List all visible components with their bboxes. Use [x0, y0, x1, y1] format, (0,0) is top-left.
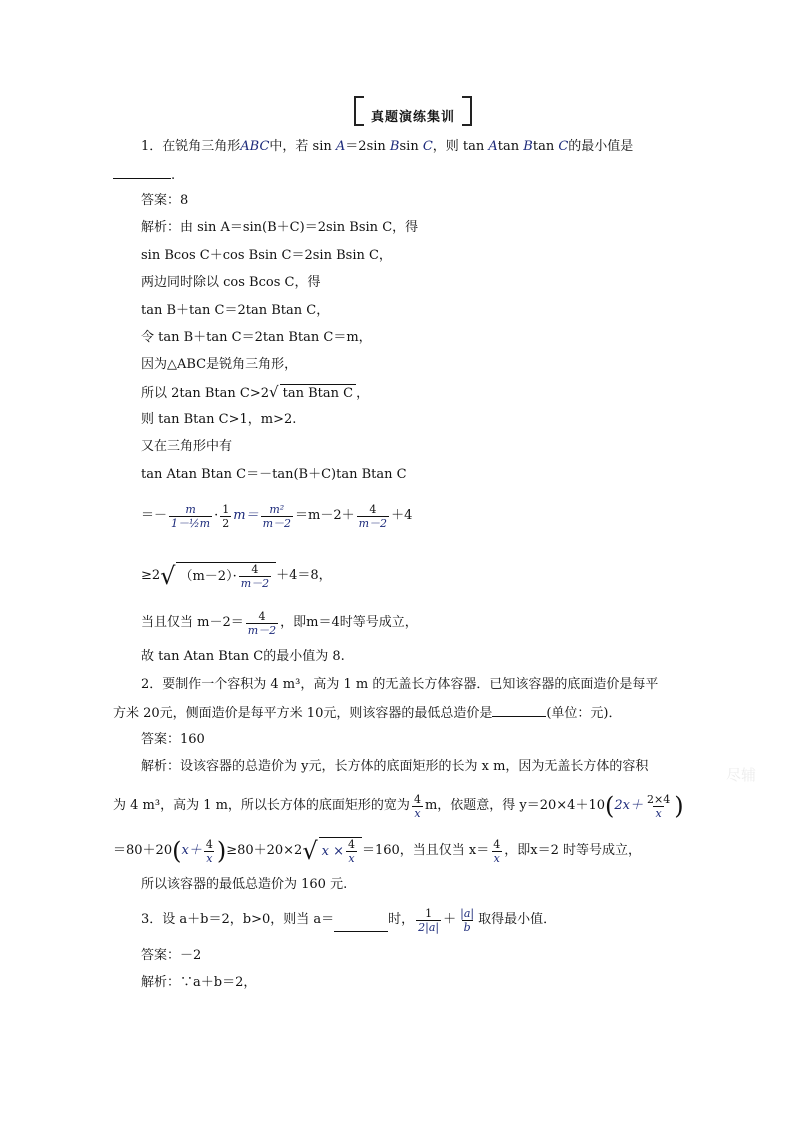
q1-line-6: 因为△ABC是锐角三角形， — [141, 357, 298, 372]
watermark: 尽辅 — [726, 766, 757, 784]
sqrt-expression: x × $\frac{4}{x}$ — [319, 837, 362, 865]
q1-line-12: ≥2 √ （m－2）· $\frac{4}{m-2}$ ＋4＝8， — [141, 562, 332, 590]
q1-line-10: tan Atan Btan C＝－tan(B＋C)tan Btan C — [141, 467, 407, 482]
q2-line-4: 所以该容器的最低总造价为 160 元. — [141, 877, 348, 892]
answer-blank — [334, 919, 388, 932]
fraction: $\frac{2\times 4}{x}$ — [646, 792, 671, 820]
q2-line-2: 为 4 m³，高为 1 m，所以长方体的底面矩形的宽为 $\frac{4}{x}$ m，依题意，得 y＝20×4＋10 ( 2x＋ $\frac{2\times 4}{x}$ ) — [113, 792, 684, 820]
fraction: $\frac{4}{m-2}$ — [358, 502, 388, 530]
fraction: $\frac{4}{x}$ — [493, 837, 501, 865]
q1-answer: 答案：8 — [141, 193, 189, 208]
fraction: $\frac{4}{m-2}$ — [240, 563, 270, 590]
q2-line-1: 解析：设该容器的总造价为 y元，长方体的底面矩形的长为 x m，因为无盖长方体的容积 — [141, 759, 649, 774]
sqrt-expression: tan Btan C — [280, 384, 356, 403]
q1-line-7: 所以 2tan Btan C>2√ tan Btan C ， — [141, 383, 370, 401]
fraction: $\frac{|a|}{b}$ — [460, 906, 475, 934]
q3-stem: 3．设 a＋b＝2，b>0，则当 a＝ 时， $\frac{1}{2|a|}$ ＋ $\frac{|a|}{b}$ 取得最小值． — [141, 906, 557, 934]
q3-answer: 答案：－2 — [141, 948, 202, 963]
q1-line-13: 当且仅当 m－2＝ $\frac{4}{m-2}$ ，即m＝4时等号成立， — [141, 609, 418, 637]
q1-line-8: 则 tan Btan C>1，m>2. — [141, 412, 297, 427]
fraction: $\frac{m}{\text{1－½m}}$ — [171, 502, 211, 530]
answer-blank — [113, 166, 171, 179]
fraction: $\frac{4}{m-2}$ — [247, 609, 277, 637]
q3-line-1: 解析：∵a＋b＝2， — [141, 975, 257, 990]
fraction: $\frac{4}{x}$ — [413, 792, 421, 820]
q1-line-5: 令 tan B＋tan C＝2tan Btan C＝m， — [141, 330, 372, 345]
fraction: $\frac{1}{2|a|}$ — [418, 906, 440, 934]
sqrt-expression: （m－2）· $\frac{4}{m-2}$ — [176, 562, 276, 590]
q1-line-2: sin Bcos C＋cos Bsin C＝2sin Bsin C， — [141, 248, 392, 263]
q1-line-4: tan B＋tan C＝2tan Btan C， — [141, 303, 330, 318]
fraction: $\frac{1}{2}$ — [222, 502, 230, 530]
section-heading — [354, 96, 472, 126]
q2-answer: 答案：160 — [141, 732, 205, 747]
q1-line-3: 两边同时除以 cos Bcos C，得 — [141, 275, 321, 290]
fraction: $\frac{\text{m²}}{m-2}$ — [262, 502, 292, 530]
fraction: $\frac{4}{x}$ — [205, 837, 213, 865]
q1-blank-line: . — [113, 166, 175, 185]
q1-line-9: 又在三角形中有 — [141, 439, 233, 454]
q1-line-1: 解析：由 sin A＝sin(B＋C)＝2sin Bsin C，得 — [141, 220, 419, 235]
q2-stem-2: 方米 20元，侧面造价是每平方米 10元，则该容器的最低总造价是 (单位：元)． — [113, 706, 622, 721]
q1-line-14: 故 tan Atan Btan C的最小值为 8. — [141, 649, 345, 664]
q2-line-3: ＝80＋20 ( x＋ $\frac{4}{x}$ ) ≥80＋20×2 √ x × $\frac{4}{x}$ ＝160，当且仅当 x＝ $\frac{4}{x}$ ，即x＝2 时等号成立， — [113, 837, 642, 865]
q1-line-11: ＝－ $\frac{m}{\text{1－½m}}$ · $\frac{1}{2}$ m＝ $\frac{\text{m²}}{m-2}$ ＝m－2＋ $\frac{4}{m-2}$ ＋4 — [141, 502, 413, 530]
q1-stem: 1．在锐角三角形ABC中，若 sin A＝2sin Bsin C，则 tan Atan Btan C的最小值是 — [141, 139, 634, 154]
answer-blank — [492, 704, 546, 717]
fraction: $\frac{4}{x}$ — [347, 838, 355, 865]
q2-stem-1: 2．要制作一个容积为 4 m³，高为 1 m 的无盖长方体容器．已知该容器的底面造价是每平 — [141, 677, 659, 692]
section-title: 真题演练集训 — [370, 110, 455, 125]
right-bracket — [462, 96, 472, 126]
